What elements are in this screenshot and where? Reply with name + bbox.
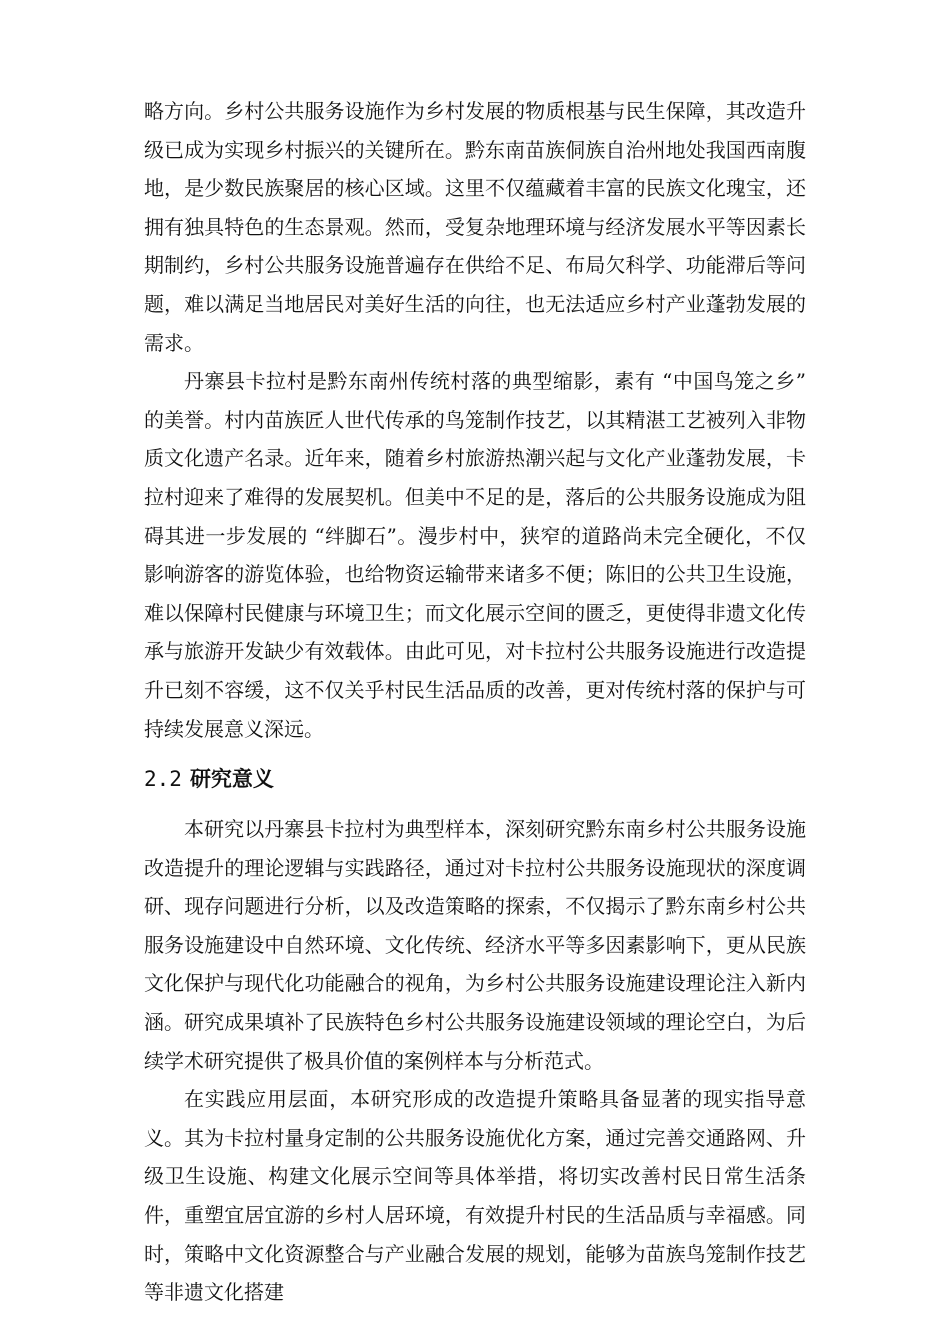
section-heading: [144, 748, 806, 810]
section-number: 2.2: [144, 767, 182, 792]
section-title: 研究意义: [189, 767, 274, 792]
paragraph-karla-village: 丹寨县卡拉村是黔东南州传统村落的典型缩影，素有 “中国鸟笼之乡” 的美誉。村内苗族匠人世代传承的鸟笼制作技艺，以其精湛工艺被列入非物质文化遗产名录。近年来，随着乡村旅游热潮兴起与文化产业蓬勃发展，卡拉村迎来了难得的发展契机。但美中不足的是，落后的公共服务设施成为阻碍其进一步发展的 “绊脚石”。漫步村中，狭窄的道路尚未完全硬化，不仅影响游客的游览体验，也给物资运输带来诸多不便；陈旧的公共卫生设施，难以保障村民健康与环境卫生；而文化展示空间的匮乏，更使得非遗文化传承与旅游开发缺少有效载体。由此可见，对卡拉村公共服务设施进行改造提升已刻不容缓，这不仅关乎村民生活品质的改善，更对传统村落的保护与可持续发展意义深远。: [144, 369, 806, 741]
paragraph-continuation: 略方向。乡村公共服务设施作为乡村发展的物质根基与民生保障，其改造升级已成为实现乡村振兴的关键所在。黔东南苗族侗族自治州地处我国西南腹地，是少数民族聚居的核心区域。这里不仅蕴藏着丰富的民族文化瑰宝，还拥有独具特色的生态景观。然而，受复杂地理环境与经济发展水平等因素长期制约，乡村公共服务设施普遍存在供给不足、布局欠科学、功能滞后等问题，难以满足当地居民对美好生活的向往，也无法适应乡村产业蓬勃发展的需求。: [144, 99, 806, 355]
paragraph-practical-significance: 在实践应用层面，本研究形成的改造提升策略具备显著的现实指导意义。其为卡拉村量身定制的公共服务设施优化方案，通过完善交通路网、升级卫生设施、构建文化展示空间等具体举措，将切实改善村民日常生活条件，重塑宜居宜游的乡村人居环境，有效提升村民的生活品质与幸福感。同时，策略中文化资源整合与产业融合发展的规划，能够为苗族鸟笼制作技艺等非遗文化搭建: [144, 1087, 806, 1305]
document-body: [144, 92, 806, 1312]
paragraph-theoretical-significance: 本研究以丹寨县卡拉村为典型样本，深刻研究黔东南乡村公共服务设施改造提升的理论逻辑与实践路径，通过对卡拉村公共服务设施现状的深度调研、现存问题进行分析，以及改造策略的探索，不仅揭示了黔东南乡村公共服务设施建设中自然环境、文化传统、经济水平等多因素影响下，更从民族文化保护与现代化功能融合的视角，为乡村公共服务设施建设理论注入新内涵。研究成果填补了民族特色乡村公共服务设施建设领域的理论空白，为后续学术研究提供了极具价值的案例样本与分析范式。: [144, 817, 806, 1073]
